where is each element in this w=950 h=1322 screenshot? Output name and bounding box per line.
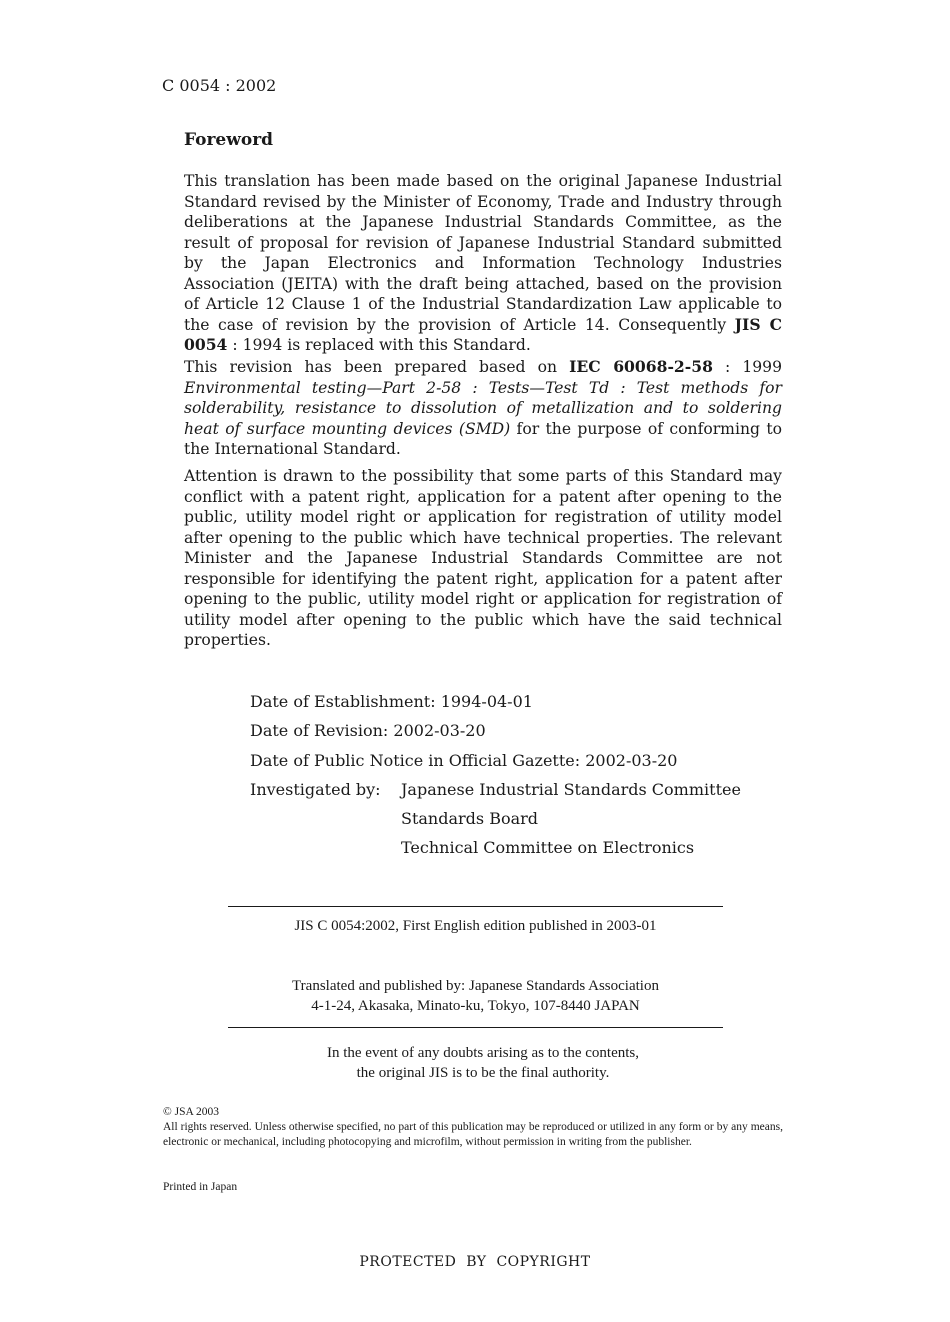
divider-top: [228, 906, 723, 907]
date-gazette: Date of Public Notice in Official Gazette: 2002-03-20: [250, 750, 678, 770]
authority-line-2: the original JIS is to be the final authority.: [356, 1064, 610, 1081]
printed-in: Printed in Japan: [163, 1181, 238, 1193]
investigated-line-1: Japanese Industrial Standards Committee: [401, 779, 741, 799]
rights-statement: All rights reserved. Unless otherwise specified, no part of this publication may be reproduced or utilized in any form or by any means, electronic or mechanical, including photocopying and microfilm, without permission in writing from the publisher.: [163, 1121, 783, 1148]
publisher-block: [228, 976, 723, 1016]
edition-line: JIS C 0054:2002, First English edition published in 2003-01: [294, 918, 657, 934]
publisher-line-1: Translated and published by: Japanese Standards Association: [292, 978, 659, 994]
investigated-line-2: Standards Board: [401, 809, 539, 829]
copyright-block: [163, 1105, 783, 1150]
investigated-by: [250, 775, 741, 804]
iec-reference: IEC 60068-2-58: [569, 357, 713, 376]
dates-block: [250, 687, 741, 863]
foreword-title: Foreword: [184, 130, 274, 150]
protected-footer: PROTECTED BY COPYRIGHT: [359, 1254, 591, 1270]
publisher-line-2: 4-1-24, Akasaka, Minato-ku, Tokyo, 107-8440 JAPAN: [311, 998, 640, 1014]
foreword-paragraph-2: This revision has been prepared based on IEC 60068-2-58 : 1999 Environmental testing—Part 2-58 : Tests—Test Td : Test methods for solderability, resistance to dissolution of metallization and to soldering heat of surface mounting devices (SMD) for the purpose of conforming to the International Standard.: [184, 357, 783, 458]
jis-reference: JIS C 0054: [184, 314, 782, 354]
investigated-line-3: Technical Committee on Electronics: [401, 838, 695, 858]
copyright-mark: © JSA 2003: [163, 1106, 220, 1118]
date-revision: Date of Revision: 2002-03-20: [250, 721, 486, 741]
foreword-paragraph-3: Attention is drawn to the possibility that some parts of this Standard may conflict with a patent right, application for a patent after opening to the public, utility model right or application for registration of utility model after opening to the public which have technical properties. The relevant Minister and the Japanese Industrial Standards Committee are not responsible for identifying the patent right, application for a patent after opening to the public, utility model right or application for registration of utility model after opening to the public which have the said technical properties.: [184, 467, 782, 649]
investigated-label: Investigated by:: [250, 779, 381, 799]
document-id: C 0054 : 2002: [162, 76, 277, 95]
iec-title: Environmental testing—Part 2-58 : Tests—Test Td : Test methods for solderability, resistance to dissolution of metallization and to soldering heat of surface mounting devices (SMD): [184, 378, 782, 438]
authority-line-1: In the event of any doubts arising as to the contents,: [326, 1045, 639, 1061]
divider-bottom: [228, 1027, 723, 1028]
foreword-paragraph-1: This translation has been made based on the original Japanese Industrial Standard revised by the Minister of Economy, Trade and Industry through deliberations at the Japanese Industrial Standards Committee, as the result of proposal for revision of Japanese Industrial Standard submitted by the Japan Electronics and Information Technology Industries Association (JEITA) with the draft being attached, based on the provision of Article 12 Clause 1 of the Industrial Standardization Law applicable to the case of revision by the provision of Article 14. Consequently JIS C 0054 : 1994 is replaced with this Standard.: [184, 172, 782, 354]
authority-note: [228, 1044, 738, 1083]
date-establishment: Date of Establishment: 1994-04-01: [250, 692, 533, 711]
